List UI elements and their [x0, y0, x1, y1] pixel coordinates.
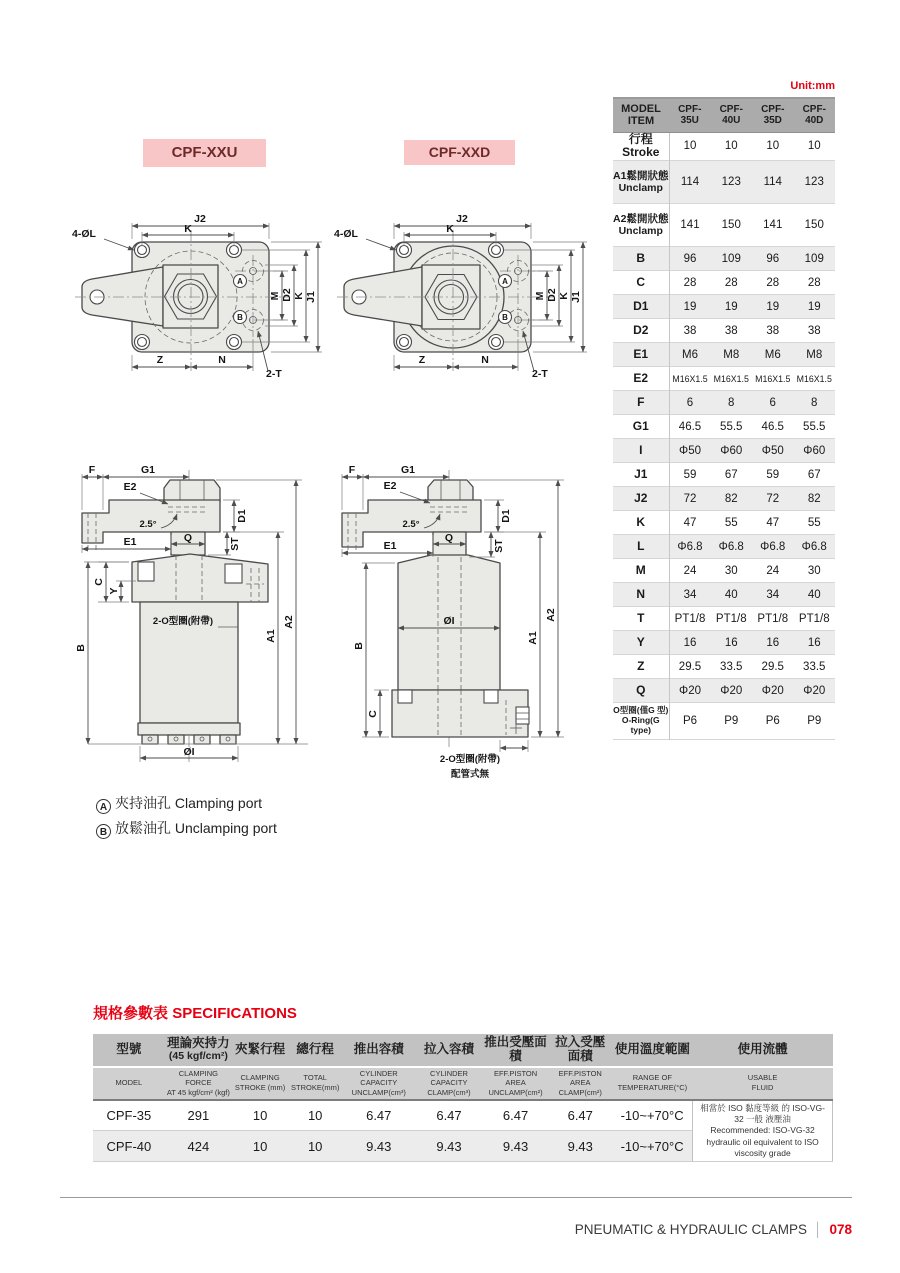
side-view-u-drawing: [68, 450, 320, 772]
dim-value: 114: [680, 176, 700, 189]
legend-clamping-en: Clamping port: [174, 795, 263, 811]
dim-value: 46.5: [678, 420, 702, 433]
legend-clamping-zh: 夾持油孔: [115, 795, 171, 811]
dim-value: 28: [683, 276, 697, 289]
dim-value: 47: [683, 516, 697, 529]
spec-row: [93, 1100, 833, 1131]
dim-label-d2: D2: [281, 288, 293, 302]
dim-label-a1: A1: [265, 629, 277, 643]
dim-row: [613, 271, 835, 295]
oring-note: 2-O型圈(附帶): [439, 754, 501, 765]
dim-value: M16X1.5: [755, 373, 791, 384]
dim-row-label: K: [613, 511, 669, 535]
dim-value: Φ20: [803, 684, 826, 697]
dim-value: 24: [766, 564, 780, 577]
dim-label-q: Q: [444, 532, 454, 544]
dim-row-label: Y: [613, 631, 669, 655]
dim-value: 19: [766, 300, 780, 313]
dim-value: M16X1.5: [796, 373, 832, 384]
dim-row-label: M: [613, 559, 669, 583]
spec-value: 6.47: [342, 1100, 415, 1131]
dim-value: 150: [804, 219, 824, 232]
spec-header-zh: 推出受壓面積: [483, 1034, 549, 1067]
dim-table-corner-cell: [613, 98, 669, 132]
spec-header-en: EFF.PISTON AREA UNCLAMP(cm²): [483, 1067, 549, 1100]
spec-title-en: SPECIFICATIONS: [172, 1005, 297, 1022]
dim-value: PT1/8: [757, 612, 789, 625]
spec-header-en: USABLE FLUID: [693, 1067, 833, 1100]
dim-label-a1: A1: [527, 631, 539, 645]
dim-row: [613, 247, 835, 271]
dim-label-2t: 2-T: [266, 368, 282, 380]
dim-row-label: D2: [613, 319, 669, 343]
dim-value: P9: [724, 715, 739, 728]
spec-header-zh-row: [93, 1034, 833, 1067]
spec-value: 9.43: [483, 1131, 549, 1162]
dim-row: [613, 655, 835, 679]
dim-value: 59: [683, 468, 697, 481]
dim-label-oi: ØI: [183, 746, 195, 758]
dimension-table-body: [613, 132, 835, 740]
dim-label-n: N: [218, 354, 226, 366]
dim-value: 141: [680, 219, 700, 232]
spec-header-zh: 總行程: [288, 1034, 342, 1067]
spec-header-en: CLAMPING STROKE (mm): [232, 1067, 288, 1100]
dim-value: 28: [807, 276, 821, 289]
dim-row: [613, 132, 835, 161]
dim-row-label: N: [613, 583, 669, 607]
model-label-cpf-xxu: CPF-XXU: [143, 139, 266, 167]
spec-model: CPF-35: [93, 1100, 165, 1131]
spec-header-en: RANGE OF TEMPERATURE(°C): [612, 1067, 693, 1100]
dim-value: Φ6.8: [801, 540, 827, 553]
dim-value: 47: [766, 516, 780, 529]
dim-value: 109: [804, 252, 824, 265]
dim-label-oi: ØI: [443, 615, 455, 627]
dim-row-label: L: [613, 535, 669, 559]
dim-row: [613, 367, 835, 391]
legend-unclamping-en: Unclamping port: [174, 820, 277, 836]
dim-label-e1: E1: [123, 536, 137, 548]
dim-value: 16: [724, 636, 738, 649]
dim-row-label: T: [613, 607, 669, 631]
spec-title-zh: 規格參數表: [93, 1005, 169, 1022]
port-legend: [96, 791, 277, 841]
dim-row: [613, 463, 835, 487]
dim-label-k-right: K: [293, 292, 305, 300]
dim-row-label: Q: [613, 679, 669, 703]
dim-label-c: C: [93, 578, 105, 586]
specifications-table-section: [93, 1034, 833, 1162]
model-label-cpf-xxd: CPF-XXD: [404, 140, 515, 165]
dim-label-d1: D1: [236, 509, 248, 523]
port-b-marker: B: [502, 313, 508, 322]
dim-value: 30: [807, 564, 821, 577]
footer: [0, 1222, 852, 1237]
dim-value: M8: [723, 348, 740, 361]
dim-row-label: I: [613, 439, 669, 463]
spec-header-zh: 理論夾持力 (45 kgf/cm²): [165, 1034, 232, 1067]
spec-value: 291: [165, 1100, 232, 1131]
dim-value: 55: [807, 516, 821, 529]
dim-label-f: F: [348, 464, 356, 476]
dim-label-2t: 2-T: [532, 368, 548, 380]
dim-row: [613, 679, 835, 703]
dim-label-e2: E2: [383, 480, 397, 492]
dim-label-d2: D2: [546, 288, 558, 302]
dim-label-e2: E2: [123, 481, 137, 493]
legend-clamping-port: [96, 791, 277, 816]
spec-value: 10: [288, 1100, 342, 1131]
dim-value: 141: [763, 219, 783, 232]
side-view-d-drawing: [318, 450, 618, 795]
dim-row: [613, 535, 835, 559]
dim-row: [613, 391, 835, 415]
dim-value: 33.5: [720, 660, 743, 673]
spec-value: 6.47: [483, 1100, 549, 1131]
dim-value: 30: [724, 564, 738, 577]
dim-value: P6: [765, 715, 780, 728]
dim-value: M8: [806, 348, 823, 361]
specifications-title: [93, 1002, 297, 1023]
dim-value: 16: [766, 636, 780, 649]
dim-label-d1: D1: [500, 509, 512, 523]
dim-label-4ol: 4-ØL: [334, 228, 358, 240]
spec-header-en: MODEL: [93, 1067, 165, 1100]
footer-title: PNEUMATIC & HYDRAULIC CLAMPS: [574, 1222, 808, 1237]
dim-value: 67: [807, 468, 821, 481]
spec-model: CPF-40: [93, 1131, 165, 1162]
dim-row: [613, 607, 835, 631]
dim-column-header: CPF-35D: [752, 98, 794, 132]
dim-value: 123: [721, 176, 741, 189]
dim-value: 82: [724, 492, 738, 505]
dim-value: 19: [807, 300, 821, 313]
dim-value: PT1/8: [674, 612, 706, 625]
spec-header-zh: 使用流體: [693, 1034, 833, 1067]
spec-value: 10: [232, 1100, 288, 1131]
dim-label-m: M: [269, 291, 281, 301]
dim-value: 16: [683, 636, 697, 649]
dim-table-header-row: [613, 98, 835, 132]
dim-value: 150: [721, 219, 741, 232]
dim-label-g1: G1: [400, 464, 416, 476]
legend-unclamping-zh: 放鬆油孔: [115, 820, 171, 836]
dim-value: Φ6.8: [760, 540, 786, 553]
dim-label-a2: A2: [545, 608, 557, 622]
spec-value: -10~+70°C: [612, 1131, 693, 1162]
top-view-d-drawing: [332, 205, 610, 385]
dim-value: Φ50: [679, 444, 701, 457]
dim-value: 109: [721, 252, 741, 265]
dim-row: [613, 295, 835, 319]
dim-value: M6: [764, 348, 781, 361]
dim-value: 67: [724, 468, 738, 481]
dim-label-y: Y: [108, 587, 120, 595]
dim-row: [613, 319, 835, 343]
dim-value: Φ20: [720, 684, 743, 697]
dim-row-label: A1鬆開狀態 Unclamp: [613, 161, 669, 204]
dim-value: 59: [766, 468, 780, 481]
dim-value: 10: [807, 140, 821, 153]
spec-value: 6.47: [548, 1100, 612, 1131]
dim-label-n: N: [481, 354, 489, 366]
dim-label-j1: J1: [570, 291, 582, 303]
dim-row: [613, 439, 835, 463]
dim-label-j2: J2: [194, 213, 206, 225]
dim-row-label: B: [613, 247, 669, 271]
spec-value: 9.43: [342, 1131, 415, 1162]
dim-value: P9: [807, 715, 822, 728]
dim-value: Φ50: [761, 444, 784, 457]
dim-value: 24: [683, 564, 697, 577]
dim-label-e1: E1: [383, 540, 397, 552]
dim-label-j2: J2: [456, 213, 468, 225]
dim-value: 6: [686, 396, 694, 409]
dim-value: 38: [683, 324, 697, 337]
dim-row: [613, 161, 835, 204]
dim-value: 8: [811, 396, 818, 409]
dim-value: 55.5: [803, 420, 826, 433]
dim-value: 10: [766, 140, 780, 153]
spec-header-en: EFF.PISTON AREA CLAMP(cm²): [548, 1067, 612, 1100]
port-b-marker: B: [237, 313, 243, 322]
dim-row-label: G1: [613, 415, 669, 439]
dim-value: PT1/8: [715, 612, 747, 625]
dim-label-st: ST: [493, 539, 505, 553]
spec-header-en: CYLINDER CAPACITY CLAMP(cm³): [415, 1067, 482, 1100]
dim-label-z: Z: [156, 354, 164, 366]
dim-value: 38: [807, 324, 821, 337]
dim-row: [613, 487, 835, 511]
dim-value: Φ60: [803, 444, 826, 457]
unit-note: Unit:mm: [790, 80, 835, 92]
spec-value: 10: [288, 1131, 342, 1162]
dim-column-header: CPF-40U: [711, 98, 753, 132]
spec-value: 9.43: [548, 1131, 612, 1162]
dim-label-4ol: 4-ØL: [72, 228, 96, 240]
spec-header-zh: 型號: [93, 1034, 165, 1067]
dim-value: 82: [807, 492, 821, 505]
legend-unclamping-port: [96, 816, 277, 841]
footer-separator: │: [814, 1222, 823, 1237]
dim-value: 29.5: [678, 660, 702, 673]
spec-header-en-row: [93, 1067, 833, 1100]
spec-header-en: CYLINDER CAPACITY UNCLAMP(cm³): [342, 1067, 415, 1100]
dim-value: 96: [683, 252, 697, 265]
dim-row-label: 行程Stroke: [613, 132, 669, 161]
dim-value: 123: [804, 176, 824, 189]
dim-value: 38: [724, 324, 738, 337]
dim-row: [613, 511, 835, 535]
dim-row: [613, 343, 835, 367]
dim-label-b: B: [353, 642, 365, 650]
dim-label-m: M: [534, 291, 546, 301]
dim-value: P6: [682, 715, 698, 728]
footer-divider: [60, 1197, 852, 1198]
spec-table-body: [93, 1100, 833, 1162]
dim-value: 10: [724, 140, 738, 153]
dim-label-c: C: [367, 710, 379, 718]
dim-value: M16X1.5: [713, 373, 749, 384]
dim-value: Φ20: [679, 684, 701, 697]
dim-label-b: B: [75, 644, 87, 652]
dim-row-label: D1: [613, 295, 669, 319]
spec-header-zh: 使用溫度範圍: [612, 1034, 693, 1067]
piping-note: 配管式無: [450, 769, 490, 780]
spec-value: -10~+70°C: [612, 1100, 693, 1131]
dim-label-k: K: [184, 223, 192, 235]
dim-row-label: Z: [613, 655, 669, 679]
dim-row-label: O型圈(僅G 型) O-Ring(G type): [613, 703, 669, 740]
dim-value: 19: [724, 300, 738, 313]
dim-value: 33.5: [803, 660, 826, 673]
dim-value: 114: [763, 176, 782, 189]
spec-value: 424: [165, 1131, 232, 1162]
oring-note: 2-O型圈(附帶): [152, 616, 214, 627]
dim-value: 34: [766, 588, 780, 601]
dim-row-label: J1: [613, 463, 669, 487]
dim-label-f: F: [88, 464, 96, 476]
dim-value: 46.5: [761, 420, 784, 433]
dim-row-label: E2: [613, 367, 669, 391]
dim-value: 6: [769, 396, 776, 409]
top-view-u-drawing: [70, 205, 340, 385]
dim-value: PT1/8: [798, 612, 830, 625]
dim-label-st: ST: [229, 537, 241, 551]
spec-header-zh: 拉入容積: [415, 1034, 482, 1067]
spec-value: 10: [232, 1131, 288, 1162]
dim-value: 72: [766, 492, 780, 505]
port-a-symbol: A: [96, 799, 111, 814]
dim-label-j1: J1: [305, 291, 317, 303]
dim-value: 55: [724, 516, 738, 529]
dim-row-label: J2: [613, 487, 669, 511]
dim-value: 29.5: [761, 660, 784, 673]
dim-label-a2: A2: [283, 615, 295, 629]
dim-label-angle: 2.5°: [402, 519, 420, 530]
spec-header-zh: 推出容積: [342, 1034, 415, 1067]
dim-row-label: F: [613, 391, 669, 415]
spec-header-en: CLAMPING FORCE AT 45 kgf/cm² (kgf): [165, 1067, 232, 1100]
dim-value: 28: [724, 276, 738, 289]
dim-value: M6: [682, 348, 698, 361]
dim-value: 96: [766, 252, 780, 265]
dim-column-header: CPF-40D: [794, 98, 836, 132]
spec-header-zh: 夾緊行程: [232, 1034, 288, 1067]
dim-row-label: C: [613, 271, 669, 295]
dim-value: 10: [683, 140, 697, 153]
dim-value: 8: [728, 396, 735, 409]
dim-value: 55.5: [720, 420, 743, 433]
spec-header-zh: 拉入受壓面積: [548, 1034, 612, 1067]
dim-value: 34: [683, 588, 697, 601]
spec-fluid: 相當於 ISO 黏度等級 的 ISO-VG-32 一般 液壓油 Recommended: ISO-VG-32 hydraulic oil equivalent to ISO viscosity grade: [693, 1100, 833, 1162]
dim-label-k: K: [446, 223, 454, 235]
spec-header-en: TOTAL STROKE(mm): [288, 1067, 342, 1100]
dim-column-header: CPF-35U: [669, 98, 711, 132]
dim-value: 40: [807, 588, 821, 601]
dim-row: [613, 703, 835, 740]
dim-label-q: Q: [183, 532, 193, 544]
dim-value: 38: [766, 324, 780, 337]
port-a-marker: A: [237, 277, 243, 286]
dim-label-z: Z: [418, 354, 426, 366]
dim-value: Φ20: [761, 684, 784, 697]
dim-label-angle: 2.5°: [139, 519, 157, 530]
dim-row: [613, 583, 835, 607]
dim-row: [613, 631, 835, 655]
dimension-table-section: [613, 97, 835, 740]
port-b-symbol: B: [96, 824, 111, 839]
dim-value: Φ6.8: [677, 540, 703, 553]
spec-value: 9.43: [415, 1131, 482, 1162]
port-a-marker: A: [502, 277, 508, 286]
footer-page-number: 078: [829, 1222, 852, 1237]
dim-row: [613, 204, 835, 247]
dim-value: Φ6.8: [718, 540, 744, 553]
dim-label-k-right: K: [558, 292, 570, 300]
dimension-table: [613, 97, 835, 740]
dim-row-label: A2鬆開狀態 Unclamp: [613, 204, 669, 247]
dim-value: 28: [766, 276, 780, 289]
dim-label-g1: G1: [140, 464, 156, 476]
header-model: MODEL: [621, 103, 661, 116]
dim-value: 72: [683, 492, 697, 505]
dim-value: 16: [807, 636, 821, 649]
dim-value: 19: [683, 300, 697, 313]
dim-row-label: E1: [613, 343, 669, 367]
dim-value: 40: [724, 588, 738, 601]
spec-value: 6.47: [415, 1100, 482, 1131]
dim-row: [613, 559, 835, 583]
dim-value: Φ60: [720, 444, 743, 457]
dim-row: [613, 415, 835, 439]
header-item: ITEM: [627, 115, 655, 128]
dim-value: M16X1.5: [672, 373, 708, 384]
specifications-table: [93, 1034, 833, 1162]
